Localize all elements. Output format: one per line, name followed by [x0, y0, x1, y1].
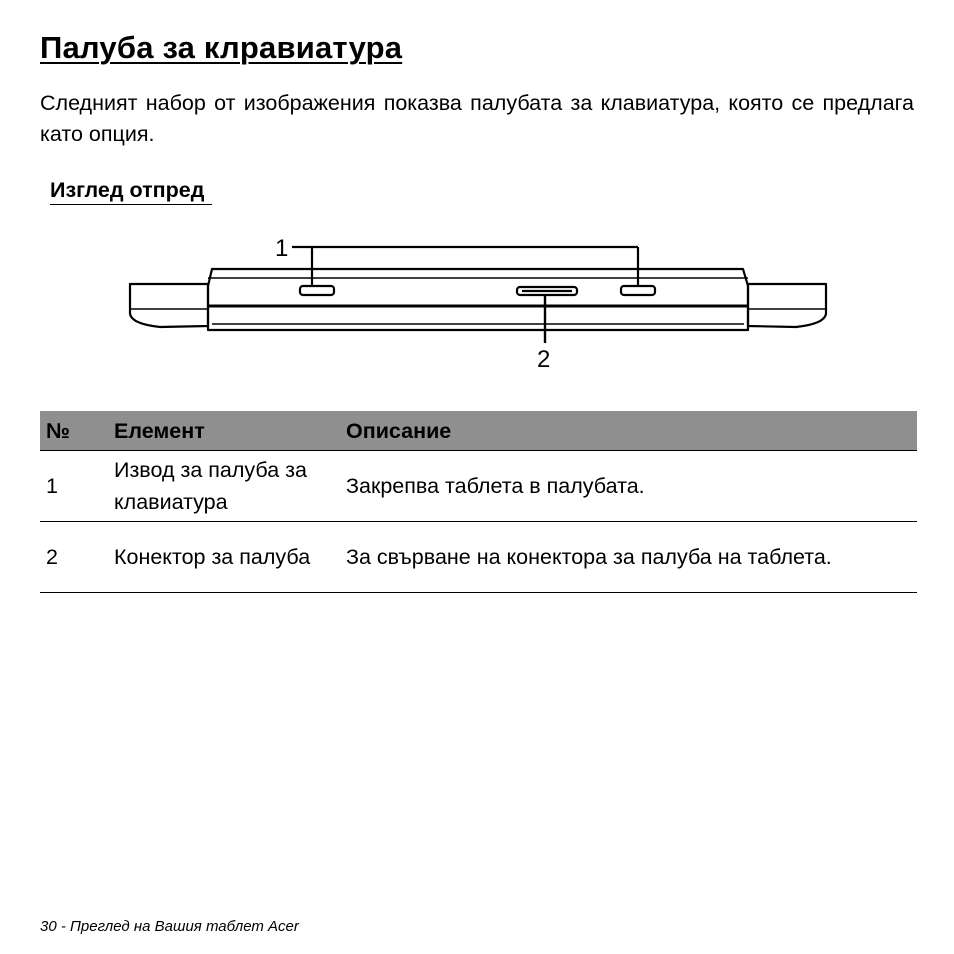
row-element: Конектор за палуба: [108, 522, 340, 593]
table-row: [40, 451, 917, 522]
row-num: 2: [40, 522, 108, 593]
spec-table: [40, 411, 917, 593]
callout-1: 1: [275, 235, 289, 262]
header-element: Елемент: [108, 411, 340, 451]
page-footer: 30 - Преглед на Вашия таблет Acer: [40, 918, 299, 935]
header-num: №: [40, 411, 108, 451]
section-title: Изглед отпред: [50, 178, 212, 205]
row-num: 1: [40, 451, 108, 522]
keyboard-dock-diagram: [0, 226, 954, 376]
right-hinge: [748, 284, 826, 327]
callout-2: 2: [537, 346, 551, 373]
left-hinge: [130, 284, 208, 327]
row-description: Закрепва таблета в палубата.: [340, 451, 917, 522]
intro-paragraph: Следният набор от изображения показва палубата за клавиатура, която се предлага като опция.: [40, 91, 914, 146]
table-row: [40, 522, 917, 593]
page-title: Палуба за клравиатура: [40, 30, 403, 65]
keyboard-dock-front-view-figure: [0, 226, 954, 376]
dock-pin-left: [300, 286, 334, 295]
dock-pin-right: [621, 286, 655, 295]
header-description: Описание: [340, 411, 917, 451]
row-description: За свърване на конектора за палуба на таблета.: [340, 522, 917, 593]
row-element: Извод за палуба за клавиатура: [108, 451, 340, 522]
table-header-row: [40, 411, 917, 451]
